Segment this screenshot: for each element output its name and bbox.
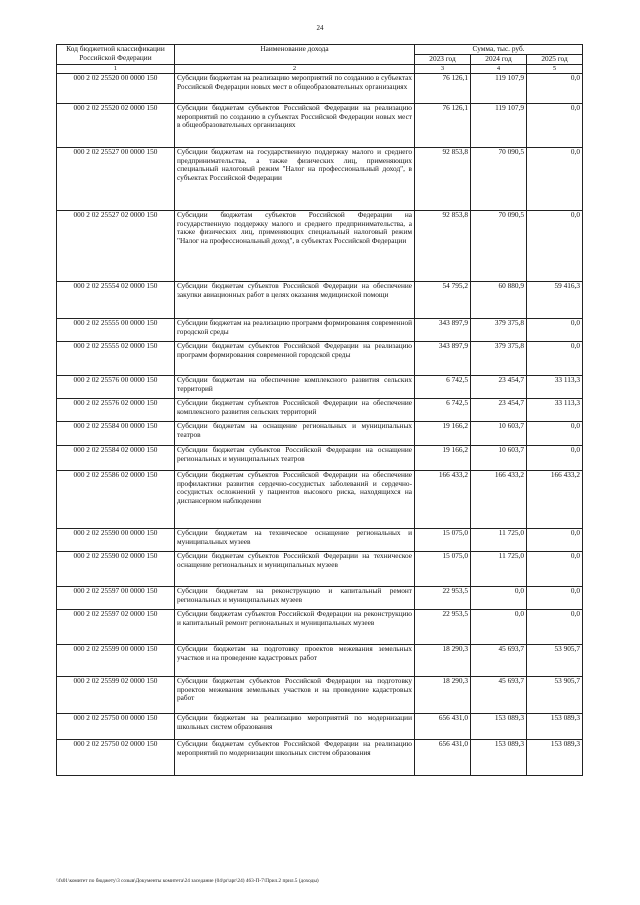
amount-2025-cell: 0,0 [527, 609, 583, 644]
revenue-name-cell: Субсидии бюджетам на реконструкцию и капитальный ремонт региональных и муниципальных музеев [175, 586, 415, 609]
amount-2024-cell: 45 693,7 [471, 676, 527, 713]
amount-2025-cell: 0,0 [527, 421, 583, 445]
amount-2024-cell: 10 603,7 [471, 421, 527, 445]
amount-2024-cell: 10 603,7 [471, 445, 527, 470]
amount-2023-cell: 166 433,2 [415, 470, 471, 528]
amount-2025-cell: 0,0 [527, 103, 583, 147]
amount-2024-cell: 70 090,5 [471, 210, 527, 281]
table-row [57, 739, 583, 775]
column-number: 5 [527, 64, 583, 73]
amount-2024-cell: 153 089,3 [471, 739, 527, 775]
table-row [57, 103, 583, 147]
table-row [57, 470, 583, 528]
amount-2023-cell: 22 953,5 [415, 586, 471, 609]
revenue-name-cell: Субсидии бюджетам на реализацию мероприятий по модернизации школьных систем образования [175, 713, 415, 739]
amount-2025-cell: 0,0 [527, 210, 583, 281]
amount-2025-cell: 0,0 [527, 73, 583, 103]
revenue-name-cell: Субсидии бюджетам субъектов Российской Федерации на реализацию программ формирования современной городской среды [175, 341, 415, 375]
amount-2024-cell: 23 454,7 [471, 375, 527, 398]
revenue-name-cell: Субсидии бюджетам на оснащение региональных и муниципальных театров [175, 421, 415, 445]
table-row [57, 586, 583, 609]
table-row [57, 147, 583, 210]
revenue-name-cell: Субсидии бюджетам субъектов Российской Федерации на обеспечение комплексного развития сельских территорий [175, 398, 415, 421]
amount-2025-cell: 0,0 [527, 445, 583, 470]
amount-2025-cell: 0,0 [527, 341, 583, 375]
amount-2025-cell: 53 905,7 [527, 676, 583, 713]
table-row [57, 375, 583, 398]
table-row [57, 551, 583, 586]
revenue-name-cell: Субсидии бюджетам субъектов Российской Федерации на реконструкцию и капитальный ремонт региональных и муниципальных музеев [175, 609, 415, 644]
revenue-name-cell: Субсидии бюджетам субъектов Российской Федерации на обеспечение закупки авиационных работ в целях оказания медицинской помощи [175, 281, 415, 318]
budget-code-cell: 000 2 02 25586 02 0000 150 [57, 470, 175, 528]
table-row [57, 281, 583, 318]
amount-2025-cell: 33 113,3 [527, 398, 583, 421]
amount-2024-cell: 0,0 [471, 586, 527, 609]
amount-2024-cell: 0,0 [471, 609, 527, 644]
budget-code-cell: 000 2 02 25520 02 0000 150 [57, 103, 175, 147]
amount-2023-cell: 656 431,0 [415, 739, 471, 775]
amount-2023-cell: 54 795,2 [415, 281, 471, 318]
amount-2023-cell: 15 075,0 [415, 528, 471, 551]
revenue-name-cell: Субсидии бюджетам субъектов Российской Федерации на реализацию мероприятий по созданию в субъектах Российской Федерации новых мест в общеобразовательных организациях [175, 103, 415, 147]
budget-code-cell: 000 2 02 25590 00 0000 150 [57, 528, 175, 551]
budget-code-cell: 000 2 02 25750 00 0000 150 [57, 713, 175, 739]
budget-code-cell: 000 2 02 25597 00 0000 150 [57, 586, 175, 609]
amount-2024-cell: 11 725,0 [471, 528, 527, 551]
amount-2025-cell: 0,0 [527, 551, 583, 586]
revenue-name-cell: Субсидии бюджетам на реализацию мероприятий по созданию в субъектах Российской Федерации новых мест в общеобразовательных организациях [175, 73, 415, 103]
amount-2024-cell: 11 725,0 [471, 551, 527, 586]
table-row [57, 421, 583, 445]
budget-code-cell: 000 2 02 25750 02 0000 150 [57, 739, 175, 775]
revenue-name-cell: Субсидии бюджетам на подготовку проектов межевания земельных участков и на проведение кадастровых работ [175, 644, 415, 676]
amount-2023-cell: 76 126,1 [415, 103, 471, 147]
header-year-2024: 2024 год [471, 55, 527, 65]
budget-code-cell: 000 2 02 25597 02 0000 150 [57, 609, 175, 644]
budget-code-cell: 000 2 02 25576 02 0000 150 [57, 398, 175, 421]
amount-2024-cell: 379 375,8 [471, 341, 527, 375]
amount-2025-cell: 59 416,3 [527, 281, 583, 318]
amount-2023-cell: 6 742,5 [415, 375, 471, 398]
revenue-name-cell: Субсидии бюджетам на реализацию программ формирования современной городской среды [175, 318, 415, 341]
amount-2025-cell: 0,0 [527, 528, 583, 551]
table-row [57, 73, 583, 103]
amount-2024-cell: 23 454,7 [471, 398, 527, 421]
revenue-name-cell: Субсидии бюджетам на техническое оснащение региональных и муниципальных музеев [175, 528, 415, 551]
amount-2025-cell: 0,0 [527, 586, 583, 609]
amount-2024-cell: 60 880,9 [471, 281, 527, 318]
table-row [57, 676, 583, 713]
header-code: Код бюджетной классификации Российской Федерации [57, 45, 175, 65]
budget-code-cell: 000 2 02 25576 00 0000 150 [57, 375, 175, 398]
amount-2023-cell: 343 897,9 [415, 318, 471, 341]
column-numbers-row [57, 64, 583, 73]
budget-code-cell: 000 2 02 25520 00 0000 150 [57, 73, 175, 103]
revenue-name-cell: Субсидии бюджетам субъектов Российской Федерации на техническое оснащение региональных и муниципальных музеев [175, 551, 415, 586]
column-number: 2 [175, 64, 415, 73]
table-row [57, 341, 583, 375]
amount-2025-cell: 0,0 [527, 318, 583, 341]
budget-code-cell: 000 2 02 25599 00 0000 150 [57, 644, 175, 676]
revenue-name-cell: Субсидии бюджетам субъектов Российской Федерации на государственную поддержку малого и среднего предпринимательства, а также физических лиц, применяющих специальный налоговый режим "Налог на профессиональный доход", в субъектах Российской Федерации [175, 210, 415, 281]
amount-2025-cell: 33 113,3 [527, 375, 583, 398]
amount-2024-cell: 45 693,7 [471, 644, 527, 676]
revenue-name-cell: Субсидии бюджетам субъектов Российской Федерации на реализацию мероприятий по модернизации школьных систем образования [175, 739, 415, 775]
budget-code-cell: 000 2 02 25584 02 0000 150 [57, 445, 175, 470]
amount-2024-cell: 153 089,3 [471, 713, 527, 739]
table-row [57, 318, 583, 341]
budget-code-cell: 000 2 02 25527 00 0000 150 [57, 147, 175, 210]
amount-2023-cell: 18 290,3 [415, 676, 471, 713]
column-number: 4 [471, 64, 527, 73]
revenue-name-cell: Субсидии бюджетам на обеспечение комплексного развития сельских территорий [175, 375, 415, 398]
budget-code-cell: 000 2 02 25554 02 0000 150 [57, 281, 175, 318]
amount-2025-cell: 53 905,7 [527, 644, 583, 676]
budget-code-cell: 000 2 02 25527 02 0000 150 [57, 210, 175, 281]
table-row [57, 445, 583, 470]
amount-2024-cell: 70 090,5 [471, 147, 527, 210]
header-year-2023: 2023 год [415, 55, 471, 65]
amount-2023-cell: 92 853,8 [415, 210, 471, 281]
amount-2023-cell: 76 126,1 [415, 73, 471, 103]
amount-2024-cell: 166 433,2 [471, 470, 527, 528]
amount-2025-cell: 166 433,2 [527, 470, 583, 528]
amount-2023-cell: 18 290,3 [415, 644, 471, 676]
table-row [57, 528, 583, 551]
revenue-name-cell: Субсидии бюджетам на государственную поддержку малого и среднего предпринимательства, а также физических лиц, применяющих специальный налоговый режим "Налог на профессиональный доход", в субъектах Российской Федерации [175, 147, 415, 210]
page-number: 24 [316, 24, 324, 32]
header-name: Наименование дохода [175, 45, 415, 65]
table-row [57, 398, 583, 421]
file-path-footer: \\fs01\комитет по бюджету\3 созыв\Документы комитета\24 заседание (04\pr\apr\24) 463-П-7\Прил.2 прил.5 (доходы) [56, 878, 319, 884]
revenue-name-cell: Субсидии бюджетам субъектов Российской Федерации на обеспечение профилактики развития сердечно-сосудистых заболеваний и сердечно-сосудистых осложнений у пациентов высокого риска, находящихся на диспансерном наблюдении [175, 470, 415, 528]
budget-code-cell: 000 2 02 25555 00 0000 150 [57, 318, 175, 341]
header-year-2025: 2025 год [527, 55, 583, 65]
budget-code-cell: 000 2 02 25590 02 0000 150 [57, 551, 175, 586]
header-sum: Сумма, тыс. руб. [415, 45, 583, 55]
amount-2023-cell: 92 853,8 [415, 147, 471, 210]
amount-2025-cell: 153 089,3 [527, 739, 583, 775]
amount-2023-cell: 22 953,5 [415, 609, 471, 644]
table-row [57, 713, 583, 739]
budget-code-cell: 000 2 02 25555 02 0000 150 [57, 341, 175, 375]
amount-2023-cell: 19 166,2 [415, 445, 471, 470]
amount-2023-cell: 15 075,0 [415, 551, 471, 586]
revenue-name-cell: Субсидии бюджетам субъектов Российской Федерации на оснащение региональных и муниципальных театров [175, 445, 415, 470]
amount-2023-cell: 19 166,2 [415, 421, 471, 445]
amount-2025-cell: 153 089,3 [527, 713, 583, 739]
amount-2023-cell: 343 897,9 [415, 341, 471, 375]
column-number: 3 [415, 64, 471, 73]
table-row [57, 644, 583, 676]
amount-2024-cell: 119 107,9 [471, 103, 527, 147]
budget-code-cell: 000 2 02 25584 00 0000 150 [57, 421, 175, 445]
revenue-name-cell: Субсидии бюджетам субъектов Российской Федерации на подготовку проектов межевания земельных участков и на проведение кадастровых работ [175, 676, 415, 713]
column-number: 1 [57, 64, 175, 73]
amount-2023-cell: 656 431,0 [415, 713, 471, 739]
budget-table [56, 44, 583, 776]
table-row [57, 609, 583, 644]
amount-2024-cell: 379 375,8 [471, 318, 527, 341]
amount-2025-cell: 0,0 [527, 147, 583, 210]
amount-2024-cell: 119 107,9 [471, 73, 527, 103]
table-row [57, 210, 583, 281]
amount-2023-cell: 6 742,5 [415, 398, 471, 421]
budget-code-cell: 000 2 02 25599 02 0000 150 [57, 676, 175, 713]
